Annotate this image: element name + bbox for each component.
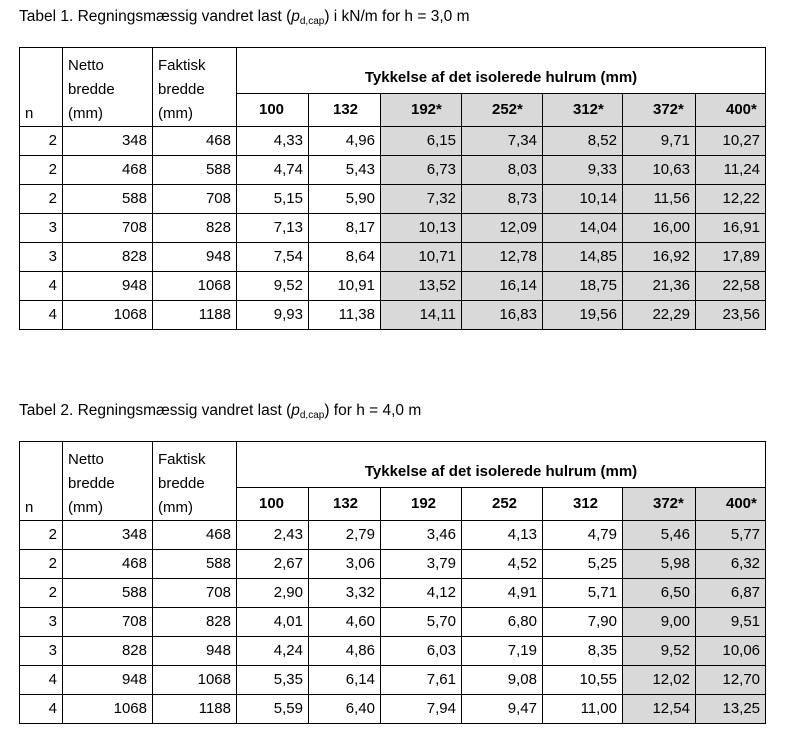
cell-faktisk: 1188 [153, 695, 237, 724]
cell-value: 9,51 [696, 608, 766, 637]
cell-netto: 948 [63, 666, 153, 695]
cell-n: 3 [20, 637, 63, 666]
cell-n: 2 [20, 185, 63, 214]
cell-value: 14,04 [543, 214, 623, 243]
cell-n: 2 [20, 156, 63, 185]
cell-faktisk: 708 [153, 579, 237, 608]
cell-value: 8,03 [462, 156, 543, 185]
cell-faktisk: 588 [153, 156, 237, 185]
cell-value: 10,63 [623, 156, 696, 185]
cell-value: 6,32 [696, 550, 766, 579]
header-faktisk: Faktisk bredde (mm) [153, 442, 237, 521]
cell-netto: 588 [63, 185, 153, 214]
cell-value: 12,02 [623, 666, 696, 695]
cell-faktisk: 1068 [153, 272, 237, 301]
cell-faktisk: 1068 [153, 666, 237, 695]
cell-n: 2 [20, 550, 63, 579]
header-faktisk: Faktisk bredde (mm) [153, 48, 237, 127]
table-row [20, 243, 766, 272]
cell-value: 2,43 [237, 521, 309, 550]
cell-value: 9,71 [623, 127, 696, 156]
cell-faktisk: 828 [153, 608, 237, 637]
cell-value: 21,36 [623, 272, 696, 301]
cell-value: 7,32 [381, 185, 462, 214]
cell-value: 7,13 [237, 214, 309, 243]
cell-netto: 588 [63, 579, 153, 608]
cell-value: 10,06 [696, 637, 766, 666]
cell-value: 8,73 [462, 185, 543, 214]
table-row [20, 127, 766, 156]
header-thickness-cell: 192* [381, 94, 462, 127]
cell-value: 16,14 [462, 272, 543, 301]
table-row [20, 550, 766, 579]
cell-value: 13,52 [381, 272, 462, 301]
cell-value: 11,38 [309, 301, 381, 330]
cell-value: 9,47 [462, 695, 543, 724]
cell-value: 9,52 [237, 272, 309, 301]
cell-n: 4 [20, 695, 63, 724]
caption-text: Tabel 1. Regningsmæssig vandret last ( [19, 8, 292, 25]
cell-netto: 1068 [63, 301, 153, 330]
table-row [20, 637, 766, 666]
cell-value: 10,13 [381, 214, 462, 243]
table-1-caption [19, 8, 469, 27]
cell-value: 2,67 [237, 550, 309, 579]
header-netto: Netto bredde (mm) [63, 48, 153, 127]
cell-value: 16,83 [462, 301, 543, 330]
header-n: n [20, 442, 63, 521]
cell-value: 10,27 [696, 127, 766, 156]
caption-text: Tabel 2. Regningsmæssig vandret last ( [19, 402, 292, 419]
cell-value: 5,25 [543, 550, 623, 579]
cell-value: 6,87 [696, 579, 766, 608]
cell-value: 9,93 [237, 301, 309, 330]
cell-value: 6,73 [381, 156, 462, 185]
cell-faktisk: 468 [153, 127, 237, 156]
header-thickness-cell: 312* [543, 94, 623, 127]
cell-value: 6,80 [462, 608, 543, 637]
cell-value: 4,86 [309, 637, 381, 666]
cell-n: 2 [20, 579, 63, 608]
table-row [20, 521, 766, 550]
table-row [20, 666, 766, 695]
table-1 [19, 47, 766, 330]
cell-n: 3 [20, 214, 63, 243]
cell-value: 9,33 [543, 156, 623, 185]
cell-netto: 828 [63, 637, 153, 666]
caption-subscript: d,cap [299, 16, 325, 27]
cell-netto: 828 [63, 243, 153, 272]
header-thickness-cell: 400* [696, 94, 766, 127]
cell-value: 4,60 [309, 608, 381, 637]
cell-value: 16,91 [696, 214, 766, 243]
cell-value: 3,06 [309, 550, 381, 579]
cell-faktisk: 468 [153, 521, 237, 550]
cell-value: 16,92 [623, 243, 696, 272]
cell-netto: 348 [63, 127, 153, 156]
caption-symbol: p [291, 8, 300, 25]
cell-value: 6,40 [309, 695, 381, 724]
cell-value: 6,15 [381, 127, 462, 156]
cell-value: 2,79 [309, 521, 381, 550]
cell-netto: 1068 [63, 695, 153, 724]
cell-value: 5,43 [309, 156, 381, 185]
cell-netto: 708 [63, 608, 153, 637]
table-row [20, 695, 766, 724]
cell-value: 4,96 [309, 127, 381, 156]
header-thickness-cell: 252 [462, 488, 543, 521]
cell-value: 19,56 [543, 301, 623, 330]
table-row [20, 185, 766, 214]
table-2 [19, 441, 766, 724]
cell-value: 5,70 [381, 608, 462, 637]
cell-n: 4 [20, 666, 63, 695]
cell-value: 4,33 [237, 127, 309, 156]
caption-subscript: d,cap [299, 410, 325, 421]
cell-value: 3,46 [381, 521, 462, 550]
cell-netto: 468 [63, 156, 153, 185]
cell-value: 11,24 [696, 156, 766, 185]
cell-value: 5,46 [623, 521, 696, 550]
caption-text: ) for h = 4,0 m [324, 402, 422, 419]
cell-value: 4,13 [462, 521, 543, 550]
caption-symbol: p [291, 402, 300, 419]
header-thickness-cell: 372* [623, 94, 696, 127]
cell-value: 3,32 [309, 579, 381, 608]
cell-value: 22,58 [696, 272, 766, 301]
cell-value: 10,55 [543, 666, 623, 695]
cell-value: 10,71 [381, 243, 462, 272]
header-row [20, 442, 766, 488]
cell-value: 7,94 [381, 695, 462, 724]
cell-value: 4,52 [462, 550, 543, 579]
header-thickness-cell: 252* [462, 94, 543, 127]
cell-value: 8,35 [543, 637, 623, 666]
cell-value: 7,19 [462, 637, 543, 666]
header-netto: Netto bredde (mm) [63, 442, 153, 521]
cell-value: 8,52 [543, 127, 623, 156]
cell-value: 5,98 [623, 550, 696, 579]
table-row [20, 301, 766, 330]
cell-value: 11,00 [543, 695, 623, 724]
header-thickness-cell: 100 [237, 488, 309, 521]
cell-value: 8,17 [309, 214, 381, 243]
cell-value: 10,14 [543, 185, 623, 214]
cell-n: 2 [20, 521, 63, 550]
header-thickness-cell: 312 [543, 488, 623, 521]
cell-value: 7,54 [237, 243, 309, 272]
cell-value: 12,54 [623, 695, 696, 724]
cell-netto: 708 [63, 214, 153, 243]
cell-value: 6,50 [623, 579, 696, 608]
cell-value: 2,90 [237, 579, 309, 608]
cell-value: 4,01 [237, 608, 309, 637]
header-n: n [20, 48, 63, 127]
cell-n: 4 [20, 301, 63, 330]
cell-value: 16,00 [623, 214, 696, 243]
cell-netto: 948 [63, 272, 153, 301]
cell-value: 12,22 [696, 185, 766, 214]
header-thickness-cell: 372* [623, 488, 696, 521]
cell-value: 12,09 [462, 214, 543, 243]
cell-value: 12,78 [462, 243, 543, 272]
cell-value: 6,03 [381, 637, 462, 666]
table-row [20, 272, 766, 301]
header-thickness-cell: 192 [381, 488, 462, 521]
cell-value: 5,77 [696, 521, 766, 550]
cell-value: 23,56 [696, 301, 766, 330]
cell-value: 3,79 [381, 550, 462, 579]
header-thickness-cell: 132 [309, 488, 381, 521]
cell-value: 9,00 [623, 608, 696, 637]
cell-value: 17,89 [696, 243, 766, 272]
cell-faktisk: 708 [153, 185, 237, 214]
cell-faktisk: 588 [153, 550, 237, 579]
cell-n: 3 [20, 243, 63, 272]
cell-value: 12,70 [696, 666, 766, 695]
cell-value: 10,91 [309, 272, 381, 301]
cell-value: 7,90 [543, 608, 623, 637]
cell-value: 6,14 [309, 666, 381, 695]
header-thickness-cell: 400* [696, 488, 766, 521]
cell-value: 5,35 [237, 666, 309, 695]
cell-faktisk: 948 [153, 243, 237, 272]
cell-faktisk: 948 [153, 637, 237, 666]
header-thickness-cell: 100 [237, 94, 309, 127]
cell-value: 8,64 [309, 243, 381, 272]
cell-value: 18,75 [543, 272, 623, 301]
cell-n: 3 [20, 608, 63, 637]
header-row [20, 48, 766, 94]
caption-text: ) i kN/m for h = 3,0 m [324, 8, 470, 25]
table-row [20, 156, 766, 185]
cell-value: 14,11 [381, 301, 462, 330]
cell-value: 9,52 [623, 637, 696, 666]
table-row [20, 214, 766, 243]
cell-value: 4,79 [543, 521, 623, 550]
cell-n: 2 [20, 127, 63, 156]
cell-value: 7,61 [381, 666, 462, 695]
cell-value: 5,15 [237, 185, 309, 214]
cell-faktisk: 828 [153, 214, 237, 243]
cell-value: 5,90 [309, 185, 381, 214]
cell-value: 4,74 [237, 156, 309, 185]
header-thickness-cell: 132 [309, 94, 381, 127]
cell-value: 7,34 [462, 127, 543, 156]
header-thickness-span: Tykkelse af det isolerede hulrum (mm) [237, 48, 766, 94]
cell-value: 13,25 [696, 695, 766, 724]
cell-value: 5,59 [237, 695, 309, 724]
header-thickness-span: Tykkelse af det isolerede hulrum (mm) [237, 442, 766, 488]
cell-value: 4,91 [462, 579, 543, 608]
cell-value: 5,71 [543, 579, 623, 608]
cell-value: 9,08 [462, 666, 543, 695]
table-row [20, 579, 766, 608]
cell-n: 4 [20, 272, 63, 301]
cell-value: 11,56 [623, 185, 696, 214]
cell-netto: 348 [63, 521, 153, 550]
cell-value: 4,24 [237, 637, 309, 666]
cell-value: 22,29 [623, 301, 696, 330]
cell-faktisk: 1188 [153, 301, 237, 330]
cell-value: 4,12 [381, 579, 462, 608]
cell-netto: 468 [63, 550, 153, 579]
table-row [20, 608, 766, 637]
table-2-caption [19, 402, 421, 421]
cell-value: 14,85 [543, 243, 623, 272]
